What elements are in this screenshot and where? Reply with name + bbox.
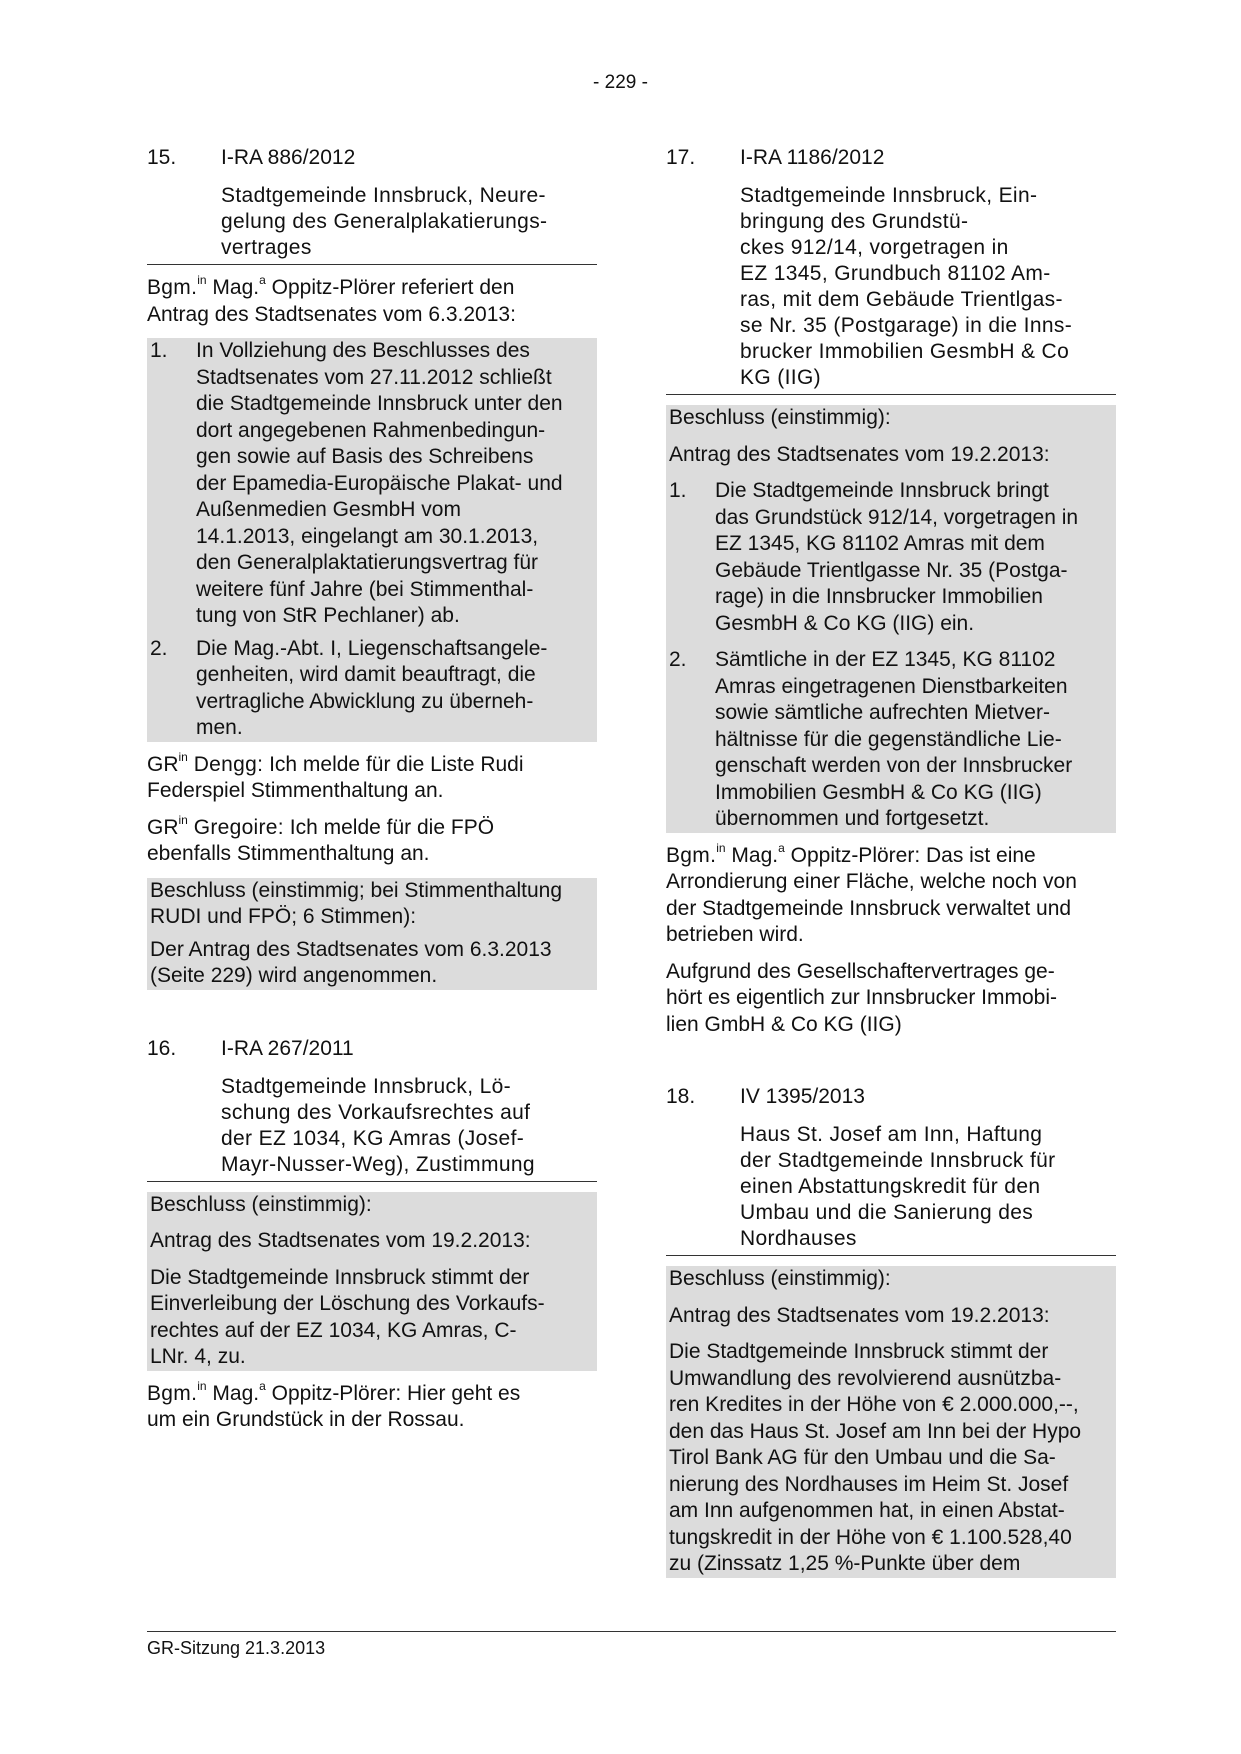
text-line: den Generalplaktatierungsvertrag für — [196, 551, 539, 574]
text-line: gen sowie auf Basis des Schreibens — [196, 445, 534, 468]
footer-divider — [147, 1631, 1116, 1632]
text-line: Die Stadtgemeinde Innsbruck stimmt der — [669, 1340, 1049, 1363]
sup: in — [197, 1378, 207, 1393]
text-line: am Inn aufgenommen hat, in einen Abstat- — [669, 1499, 1065, 1522]
title-line: vertrages — [221, 236, 312, 259]
text-line: Ich melde für die Liste Rudi — [269, 752, 524, 776]
speaker-statement — [147, 1378, 597, 1434]
text-line: rage) in die Innsbrucker Immobilien — [715, 585, 1043, 608]
spacer — [150, 1218, 594, 1228]
text-line: ebenfalls Stimmenthaltung an. — [147, 842, 430, 865]
item-reference: IV 1395/2013 — [740, 1085, 865, 1108]
title-line: se Nr. 35 (Postgarage) in die Inns- — [740, 314, 1073, 337]
spacer — [150, 1255, 594, 1265]
title-line: EZ 1345, Grundbuch 81102 Am- — [740, 262, 1051, 285]
text-line: die Stadtgemeinde Innsbruck unter den — [196, 392, 563, 415]
resolution-line: Beschluss (einstimmig): — [669, 406, 891, 429]
sup: in — [178, 749, 188, 764]
text-line: lien GmbH & Co KG (IIG) — [666, 1012, 902, 1036]
text-line: Aufgrund des Gesellschaftervertrages ge- — [666, 959, 1055, 983]
text-line: Einverleibung der Löschung des Vorkaufs- — [150, 1292, 545, 1315]
text-line: Oppitz-Plörer: Hier geht es — [271, 1381, 521, 1405]
item-title — [221, 1074, 597, 1181]
motion-line: Antrag des Stadtsenates vom 19.2.2013: — [669, 1303, 1050, 1327]
resolution-box — [666, 1266, 1116, 1578]
text-line: weitere fünf Jahre (bei Stimmenthal- — [196, 577, 534, 601]
page-number: - 229 - — [593, 72, 648, 93]
text-line: Außenmedien GesmbH vom — [196, 498, 461, 521]
title-line: schung des Vorkaufsrechtes auf — [221, 1100, 531, 1124]
text-line: EZ 1345, KG 81102 Amras mit dem — [715, 532, 1045, 555]
title-line: Stadtgemeinde Innsbruck, Lö- — [221, 1074, 511, 1098]
right-column — [666, 145, 1116, 1578]
resolution-line: Beschluss (einstimmig): — [150, 1192, 372, 1216]
text-line: den das Haus St. Josef am Inn bei der Hypo — [669, 1419, 1082, 1443]
left-column — [147, 145, 597, 1434]
spacer — [669, 1329, 1113, 1339]
resolution-line: Beschluss (einstimmig): — [669, 1267, 891, 1290]
speaker-mag: Mag. — [731, 843, 779, 867]
text-line: Arrondierung einer Fläche, welche noch von — [666, 870, 1077, 893]
text-line: um ein Grundstück in der Rossau. — [147, 1408, 465, 1431]
motion-line: Antrag des Stadtsenates vom 19.2.2013: — [669, 442, 1050, 466]
list-number: 1. — [150, 339, 168, 362]
title-line: KG (IIG) — [740, 366, 821, 389]
motion-list — [147, 338, 597, 742]
item-number: 15. — [147, 146, 177, 169]
item-reference: I-RA 886/2012 — [221, 146, 356, 169]
sup: a — [778, 840, 785, 855]
sup: in — [197, 273, 207, 287]
text-line: ren Kredites in der Höhe von € 2.000.000,--, — [669, 1393, 1079, 1416]
item-header — [147, 1036, 597, 1062]
text-line: der Epamedia-Europäische Plakat- und — [196, 471, 563, 495]
agenda-item-18 — [666, 1084, 1116, 1578]
speaker-mag: Mag. — [212, 276, 260, 299]
text-line: hört es eigentlich zur Innsbrucker Immobi- — [666, 986, 1057, 1009]
speaker-name: Gregoire: — [193, 815, 284, 839]
text-line: Immobilien GesmbH & Co KG (IIG) — [715, 780, 1042, 804]
text-line: GesmbH & Co KG (IIG) ein. — [715, 611, 975, 635]
item-number: 18. — [666, 1085, 696, 1108]
text-line: übernommen und fortgesetzt. — [715, 807, 990, 830]
result-line: (Seite 229) wird angenommen. — [150, 964, 438, 987]
item-title — [740, 183, 1116, 394]
text-line: Die Stadtgemeinde Innsbruck stimmt der — [150, 1265, 530, 1289]
item-number: 17. — [666, 146, 696, 169]
text-line: tung von StR Pechlaner) ab. — [196, 604, 460, 627]
list-item — [669, 478, 1113, 637]
text-line: Umwandlung des revolvierend ausnützba- — [669, 1366, 1062, 1390]
list-item — [150, 338, 594, 630]
text-line: rechtes auf der EZ 1034, KG Amras, C- — [150, 1318, 517, 1342]
text-line: 14.1.2013, eingelangt am 30.1.2013, — [196, 524, 539, 548]
title-line: der Stadtgemeinde Innsbruck für — [740, 1149, 1056, 1172]
text-line: Die Mag.-Abt. I, Liegenschaftsangele- — [196, 636, 548, 660]
result-line: Der Antrag des Stadtsenates vom 6.3.2013 — [150, 937, 552, 961]
footer-text: GR-Sitzung 21.3.2013 — [147, 1638, 326, 1658]
speaker-intro — [147, 275, 597, 328]
item-reference: I-RA 267/2011 — [221, 1036, 354, 1060]
item-title — [221, 183, 597, 264]
divider — [666, 394, 1116, 395]
spacer — [669, 432, 1113, 442]
item-reference: I-RA 1186/2012 — [740, 146, 885, 169]
note-paragraph — [666, 959, 1116, 1039]
divider — [147, 264, 597, 265]
title-line: der EZ 1034, KG Amras (Josef- — [221, 1126, 525, 1150]
list-number: 1. — [669, 479, 687, 502]
sup: in — [178, 812, 188, 827]
gr-prefix: GR — [147, 815, 179, 839]
resolution-line: Beschluss (einstimmig; bei Stimmenthaltung — [150, 878, 563, 902]
text-line: genheiten, wird damit beauftragt, die — [196, 663, 536, 686]
speaker-title: Bgm. — [147, 276, 198, 299]
divider — [147, 1181, 597, 1182]
list-number: 2. — [150, 636, 168, 660]
agenda-item-15 — [147, 145, 597, 990]
sup: a — [259, 1378, 266, 1393]
title-line: Umbau und die Sanierung des — [740, 1201, 1034, 1224]
text-line: Die Stadtgemeinde Innsbruck bringt — [715, 479, 1049, 502]
list-number: 2. — [669, 648, 687, 671]
speaker-name: Dengg: — [193, 752, 264, 776]
council-statement — [147, 749, 597, 805]
intro-line: Antrag des Stadtsenates vom 6.3.2013: — [147, 302, 516, 326]
text-line: vertragliche Abwicklung zu überneh- — [196, 689, 534, 713]
title-line: gelung des Generalplakatierungs- — [221, 210, 548, 233]
text-line: tungskredit in der Höhe von € 1.100.528,40 — [669, 1525, 1072, 1549]
text-line: Oppitz-Plörer: Das ist eine — [790, 843, 1036, 867]
title-line: Nordhauses — [740, 1227, 857, 1250]
motion-line: Antrag des Stadtsenates vom 19.2.2013: — [150, 1229, 531, 1252]
resolution-box — [147, 1192, 597, 1371]
item-header — [147, 145, 597, 171]
item-title — [740, 1122, 1116, 1255]
speaker-title: Bgm. — [147, 1381, 198, 1405]
text-line: Ich melde für die FPÖ — [289, 815, 495, 839]
text-line: sowie sämtliche aufrechten Mietver- — [715, 701, 1050, 724]
text-line: In Vollziehung des Beschlusses des — [196, 339, 530, 362]
sup: a — [259, 273, 266, 287]
sup: in — [716, 840, 726, 855]
list-item — [669, 647, 1113, 833]
gr-prefix: GR — [147, 752, 179, 776]
text-line: der Stadtgemeinde Innsbruck verwaltet und — [666, 896, 1072, 920]
council-statement — [147, 812, 597, 868]
spacer — [669, 468, 1113, 478]
title-line: brucker Immobilien GesmbH & Co — [740, 340, 1070, 363]
resolution-line: RUDI und FPÖ; 6 Stimmen): — [150, 905, 417, 928]
title-line: Stadtgemeinde Innsbruck, Neure- — [221, 184, 546, 207]
divider — [666, 1255, 1116, 1256]
text-line: nierung des Nordhauses im Heim St. Josef — [669, 1472, 1069, 1496]
resolution-box — [147, 878, 597, 990]
text-line: genschaft werden von der Innsbrucker — [715, 754, 1073, 777]
title-line: Mayr-Nusser-Weg), Zustimmung — [221, 1152, 535, 1176]
item-header — [666, 1084, 1116, 1110]
text-line: Sämtliche in der EZ 1345, KG 81102 — [715, 648, 1056, 671]
text-line: Stadtsenates vom 27.11.2012 schließt — [196, 365, 552, 389]
text-line: Federspiel Stimmenthaltung an. — [147, 779, 444, 802]
intro-line: Oppitz-Plörer referiert den — [271, 276, 515, 299]
title-line: Stadtgemeinde Innsbruck, Ein- — [740, 184, 1038, 207]
title-line: ckes 912/14, vorgetragen in — [740, 236, 1009, 259]
title-line: Haus St. Josef am Inn, Haftung — [740, 1123, 1043, 1146]
speaker-mag: Mag. — [212, 1381, 260, 1405]
text-line: Tirol Bank AG für den Umbau und die Sa- — [669, 1446, 1056, 1469]
spacer — [669, 637, 1113, 647]
text-line: zu (Zinssatz 1,25 %-Punkte über dem — [669, 1552, 1021, 1575]
agenda-item-17 — [666, 145, 1116, 1038]
title-line: ras, mit dem Gebäude Trientlgas- — [740, 288, 1063, 311]
text-line: betrieben wird. — [666, 923, 804, 946]
text-line: hältnisse für die gegenständliche Lie- — [715, 727, 1062, 751]
title-line: einen Abstattungskredit für den — [740, 1175, 1041, 1198]
list-item — [150, 636, 594, 742]
spacer — [669, 1293, 1113, 1303]
speaker-title: Bgm. — [666, 843, 717, 867]
agenda-item-16 — [147, 1036, 597, 1434]
text-line: das Grundstück 912/14, vorgetragen in — [715, 505, 1079, 529]
speaker-statement — [666, 840, 1116, 949]
text-line: men. — [196, 716, 243, 739]
item-header — [666, 145, 1116, 171]
text-line: dort angegebenen Rahmenbedingun- — [196, 418, 546, 442]
text-line: Gebäude Trientlgasse Nr. 35 (Postga- — [715, 558, 1068, 582]
text-line: LNr. 4, zu. — [150, 1345, 246, 1368]
item-number: 16. — [147, 1036, 177, 1060]
text-line: Amras eingetragenen Dienstbarkeiten — [715, 674, 1068, 698]
resolution-box — [666, 405, 1116, 833]
title-line: bringung des Grundstü- — [740, 210, 969, 233]
